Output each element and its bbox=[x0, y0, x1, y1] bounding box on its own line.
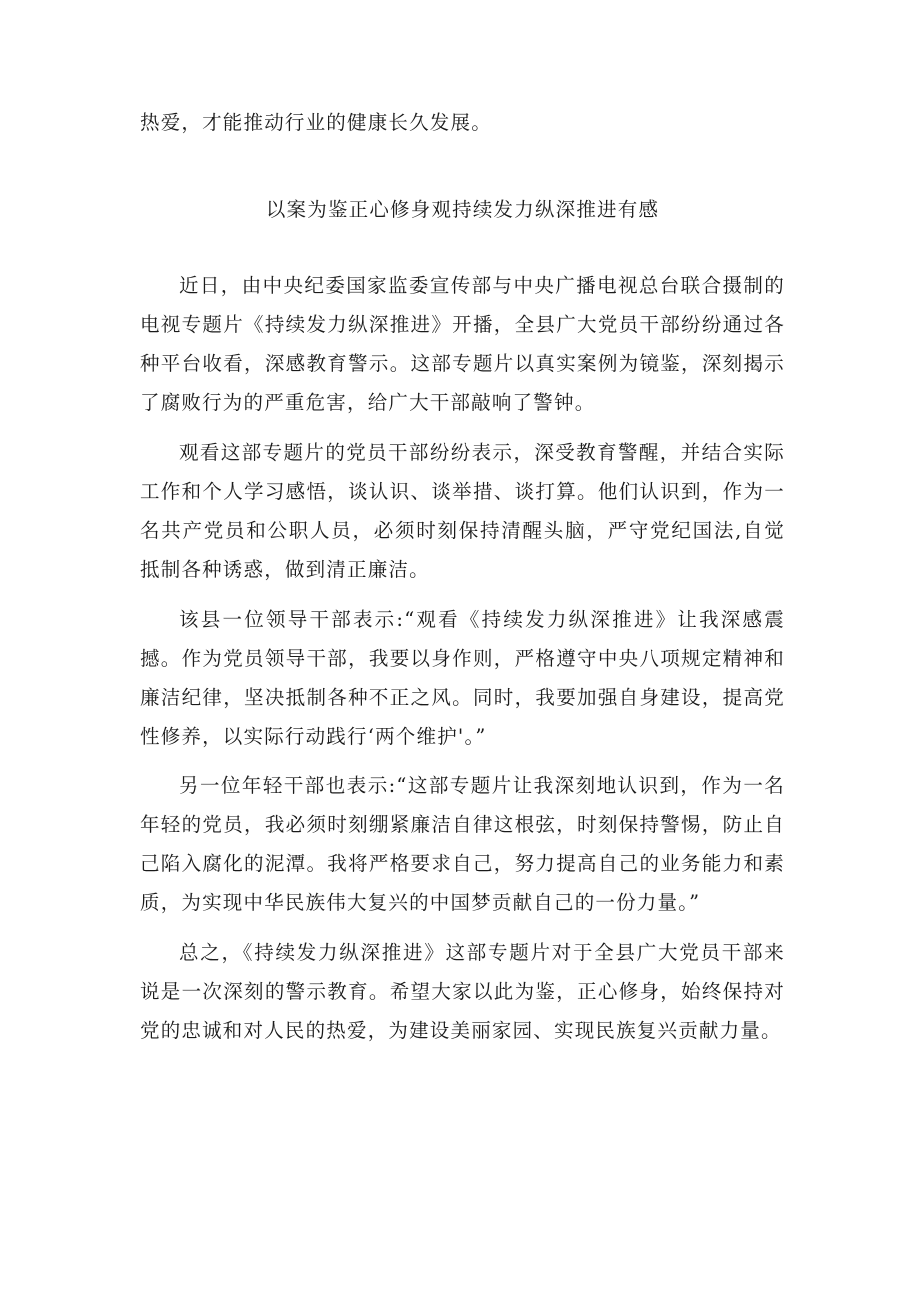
paragraph-3: 该县一位领导干部表示:“观看《持续发力纵深推进》让我深感震撼。作为党员领导干部，我要以身作则，严格遵守中央八项规定精神和廉洁纪律，坚决抵制各种不正之风。同时，我要加强自身建设，提高党性修养，以实际行动践行‘两个维护'。” bbox=[140, 608, 785, 748]
paragraph-1: 近日，由中央纪委国家监委宣传部与中央广播电视总台联合摄制的电视专题片《持续发力纵深推进》开播，全县广大党员干部纷纷通过各种平台收看，深感教育警示。这部专题片以真实案例为镜鉴，深刻揭示了腐败行为的严重危害，给广大干部敲响了警钟。 bbox=[140, 274, 785, 414]
paragraph-2: 观看这部专题片的党员干部纷纷表示，深受教育警醒，并结合实际工作和个人学习感悟，谈认识、谈举措、谈打算。他们认识到，作为一名共产党员和公职人员，必须时刻保持清醒头脑，严守党纪国法,自觉抵制各种诱惑，做到清正廉洁。 bbox=[140, 441, 785, 581]
paragraph-4: 另一位年轻干部也表示:“这部专题片让我深刻地认识到，作为一名年轻的党员，我必须时刻绷紧廉洁自律这根弦，时刻保持警惕，防止自己陷入腐化的泥潭。我将严格要求自己，努力提高自己的业务能力和素质，为实现中华民族伟大复兴的中国梦贡献自己的一份力量。” bbox=[140, 774, 785, 914]
page-title: 以案为鉴正心修身观持续发力纵深推进有感 bbox=[265, 198, 660, 221]
lead-line: 热爱，才能推动行业的健康长久发展。 bbox=[140, 111, 492, 134]
paragraph-5: 总之，《持续发力纵深推进》这部专题片对于全县广大党员干部来说是一次深刻的警示教育。希望大家以此为鉴，正心修身，始终保持对党的忠诚和对人民的热爱，为建设美丽家园、实现民族复兴贡献力量。 bbox=[140, 941, 785, 1042]
